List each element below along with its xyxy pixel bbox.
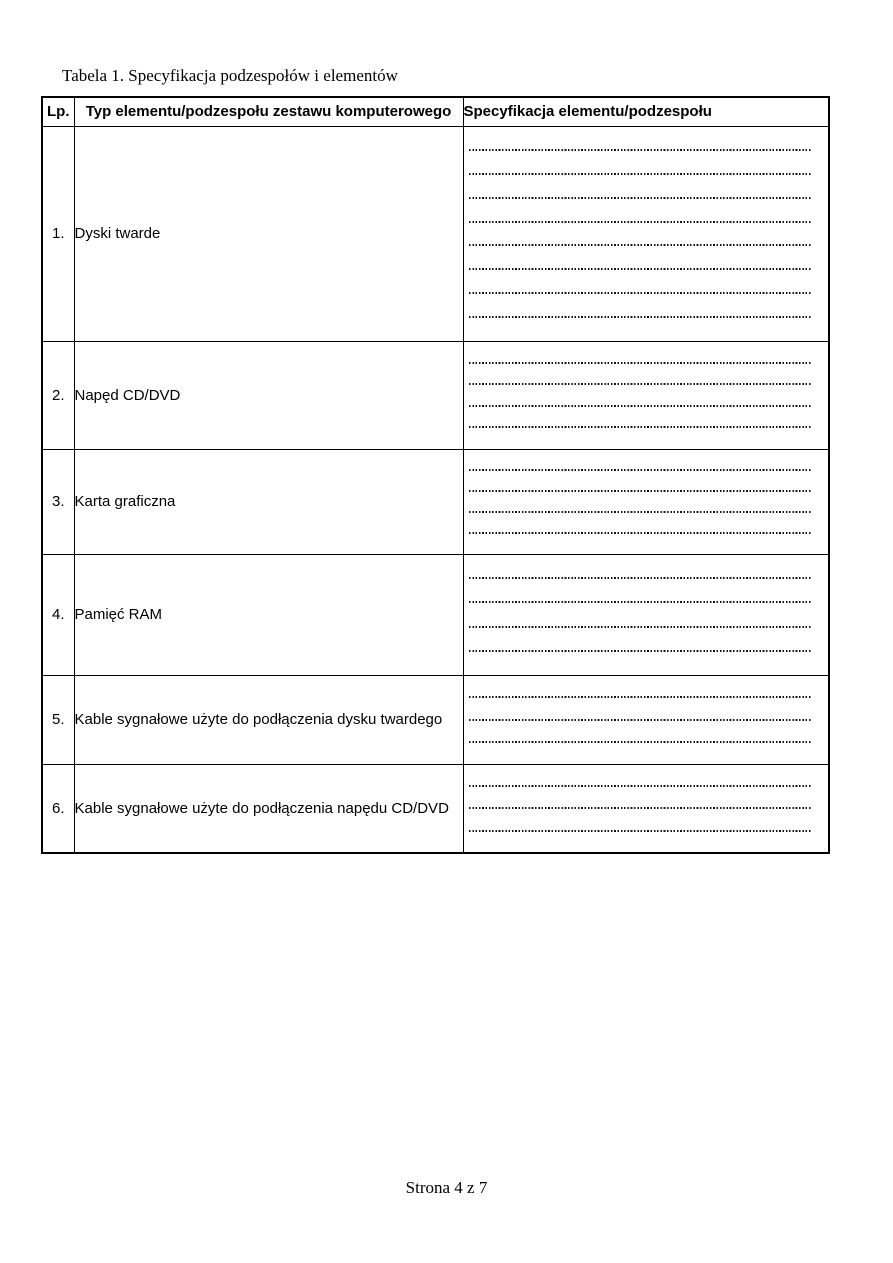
component-name: Napęd CD/DVD: [74, 341, 463, 449]
row-number: 6.: [42, 764, 74, 853]
answer-line: [469, 490, 813, 492]
answer-line: [469, 292, 813, 294]
row-number: 3.: [42, 449, 74, 554]
answer-line: [469, 626, 813, 628]
answer-line: [469, 719, 813, 721]
component-name: Pamięć RAM: [74, 554, 463, 675]
specification-table: [41, 96, 830, 854]
answer-line: [469, 469, 813, 471]
answer-line: [469, 197, 813, 199]
answer-line: [469, 149, 813, 151]
table-row: [42, 449, 829, 554]
answer-line: [469, 532, 813, 534]
table-header-row: [42, 97, 829, 126]
answer-line: [469, 426, 813, 428]
column-header-lp: Lp.: [42, 97, 74, 126]
table-row: [42, 554, 829, 675]
row-number: 5.: [42, 675, 74, 764]
answer-line: [469, 362, 813, 364]
page-number: Strona 4 z 7: [405, 1178, 488, 1197]
answer-line: [469, 316, 813, 318]
answer-line: [469, 405, 813, 407]
answer-line: [469, 785, 813, 787]
component-name: Dyski twarde: [74, 126, 463, 341]
answer-line: [469, 650, 813, 652]
row-number: 1.: [42, 126, 74, 341]
specification-cell: [463, 554, 829, 675]
table-row: [42, 341, 829, 449]
specification-cell: [463, 764, 829, 853]
table-caption: Tabela 1. Specyfikacja podzespołów i elementów: [62, 66, 398, 85]
specification-cell: [463, 126, 829, 341]
component-name: Karta graficzna: [74, 449, 463, 554]
table-row: [42, 126, 829, 341]
component-name: Kable sygnałowe użyte do podłączenia napędu CD/DVD: [74, 764, 463, 853]
answer-line: [469, 268, 813, 270]
answer-line: [469, 173, 813, 175]
specification-cell: [463, 341, 829, 449]
answer-line: [469, 601, 813, 603]
answer-line: [469, 511, 813, 513]
specification-cell: [463, 449, 829, 554]
table-row: [42, 675, 829, 764]
answer-line: [469, 807, 813, 809]
answer-line: [469, 577, 813, 579]
component-name: Kable sygnałowe użyte do podłączenia dysku twardego: [74, 675, 463, 764]
specification-cell: [463, 675, 829, 764]
answer-line: [469, 741, 813, 743]
column-header-component-type: Typ elementu/podzespołu zestawu komputerowego: [74, 97, 463, 126]
answer-line: [469, 383, 813, 385]
answer-line: [469, 696, 813, 698]
answer-line: [469, 830, 813, 832]
column-header-specification: Specyfikacja elementu/podzespołu: [463, 97, 829, 126]
table-row: [42, 764, 829, 853]
answer-line: [469, 244, 813, 246]
row-number: 4.: [42, 554, 74, 675]
answer-line: [469, 221, 813, 223]
row-number: 2.: [42, 341, 74, 449]
